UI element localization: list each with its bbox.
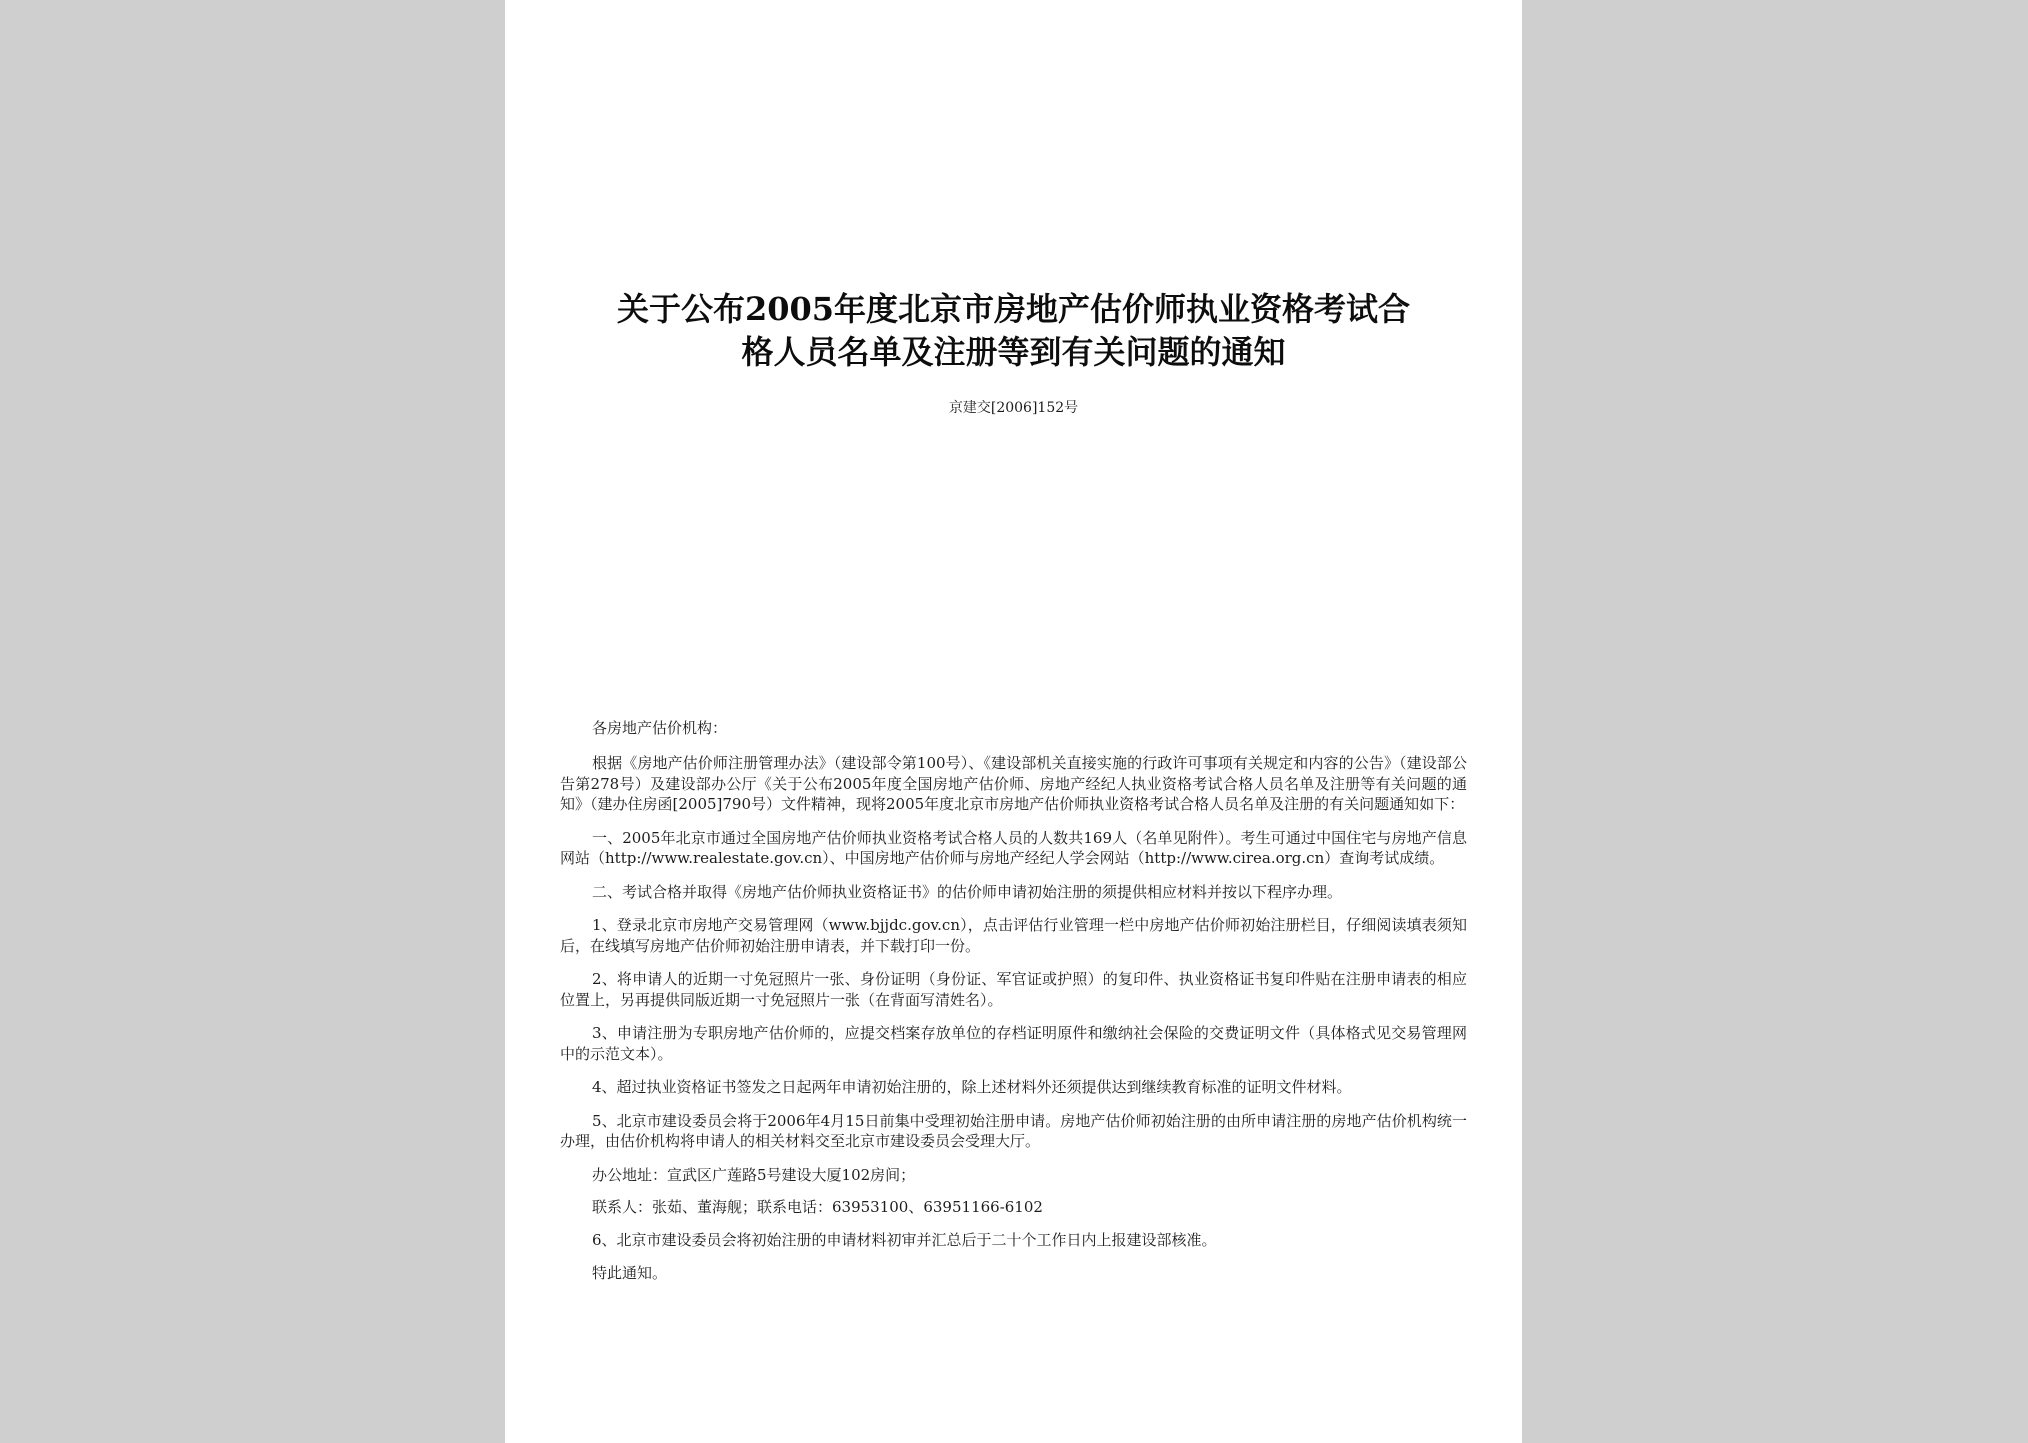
title-line-2: 格人员名单及注册等到有关问题的通知	[741, 333, 1286, 371]
paragraph-item-2: 二、考试合格并取得《房地产估价师执业资格证书》的估价师申请初始注册的须提供相应材料并按以下程序办理。	[592, 882, 1343, 901]
salutation: 各房地产估价机构：	[592, 719, 728, 737]
document-body	[560, 718, 1467, 1297]
office-address: 办公地址：宣武区广莲路5号建设大厦102房间；	[592, 1165, 916, 1184]
document-number: 京建交[2006]152号	[948, 400, 1079, 416]
paragraph-item-1: 一、2005年北京市通过全国房地产估价师执业资格考试合格人员的人数共169人（名单见附件）。考生可通过中国住宅与房地产信息网站（http://www.realestate.gov.cn）、中国房地产估价师与房地产经纪人学会网站（http://www.cirea.org.cn）查询考试成绩。	[560, 828, 1467, 867]
title-line-1: 关于公布2005年度北京市房地产估价师执业资格考试合	[616, 290, 1411, 328]
document-title	[545, 288, 1482, 374]
paragraph-step-6: 6、北京市建设委员会将初始注册的申请材料初审并汇总后于二十个工作日内上报建设部核准。	[592, 1230, 1217, 1249]
paragraph-basis: 根据《房地产估价师注册管理办法》（建设部令第100号）、《建设部机关直接实施的行政许可事项有关规定和内容的公告》（建设部公告第278号）及建设部办公厅《关于公布2005年度全国房地产估价师、房地产经纪人执业资格考试合格人员名单及注册等有关问题的通知》（建办住房函[2005]790号）文件精神，现将2005年度北京市房地产估价师执业资格考试合格人员名单及注册的有关问题通知如下：	[560, 754, 1467, 813]
closing-notice: 特此通知。	[592, 1264, 668, 1282]
document-page	[505, 0, 1522, 1443]
paragraph-step-5: 5、北京市建设委员会将于2006年4月15日前集中受理初始注册申请。房地产估价师初始注册的由所申请注册的房地产估价机构统一办理，由估价机构将申请人的相关材料交至北京市建设委员会受理大厅。	[560, 1111, 1467, 1150]
paragraph-step-4: 4、超过执业资格证书签发之日起两年申请初始注册的，除上述材料外还须提供达到继续教育标准的证明文件材料。	[592, 1078, 1352, 1096]
paragraph-step-3: 3、申请注册为专职房地产估价师的，应提交档案存放单位的存档证明原件和缴纳社会保险的交费证明文件（具体格式见交易管理网中的示范文本）。	[560, 1024, 1467, 1063]
paragraph-step-1: 1、登录北京市房地产交易管理网（www.bjjdc.gov.cn），点击评估行业管理一栏中房地产估价师初始注册栏目，仔细阅读填表须知后，在线填写房地产估价师初始注册申请表，并下载打印一份。	[560, 916, 1467, 955]
paragraph-step-2: 2、将申请人的近期一寸免冠照片一张、身份证明（身份证、军官证或护照）的复印件、执业资格证书复印件贴在注册申请表的相应位置上，另再提供同版近期一寸免冠照片一张（在背面写清姓名）。	[560, 970, 1467, 1009]
contact-info: 联系人：张茹、董海舰；联系电话：63953100、63951166-6102	[592, 1198, 1043, 1216]
